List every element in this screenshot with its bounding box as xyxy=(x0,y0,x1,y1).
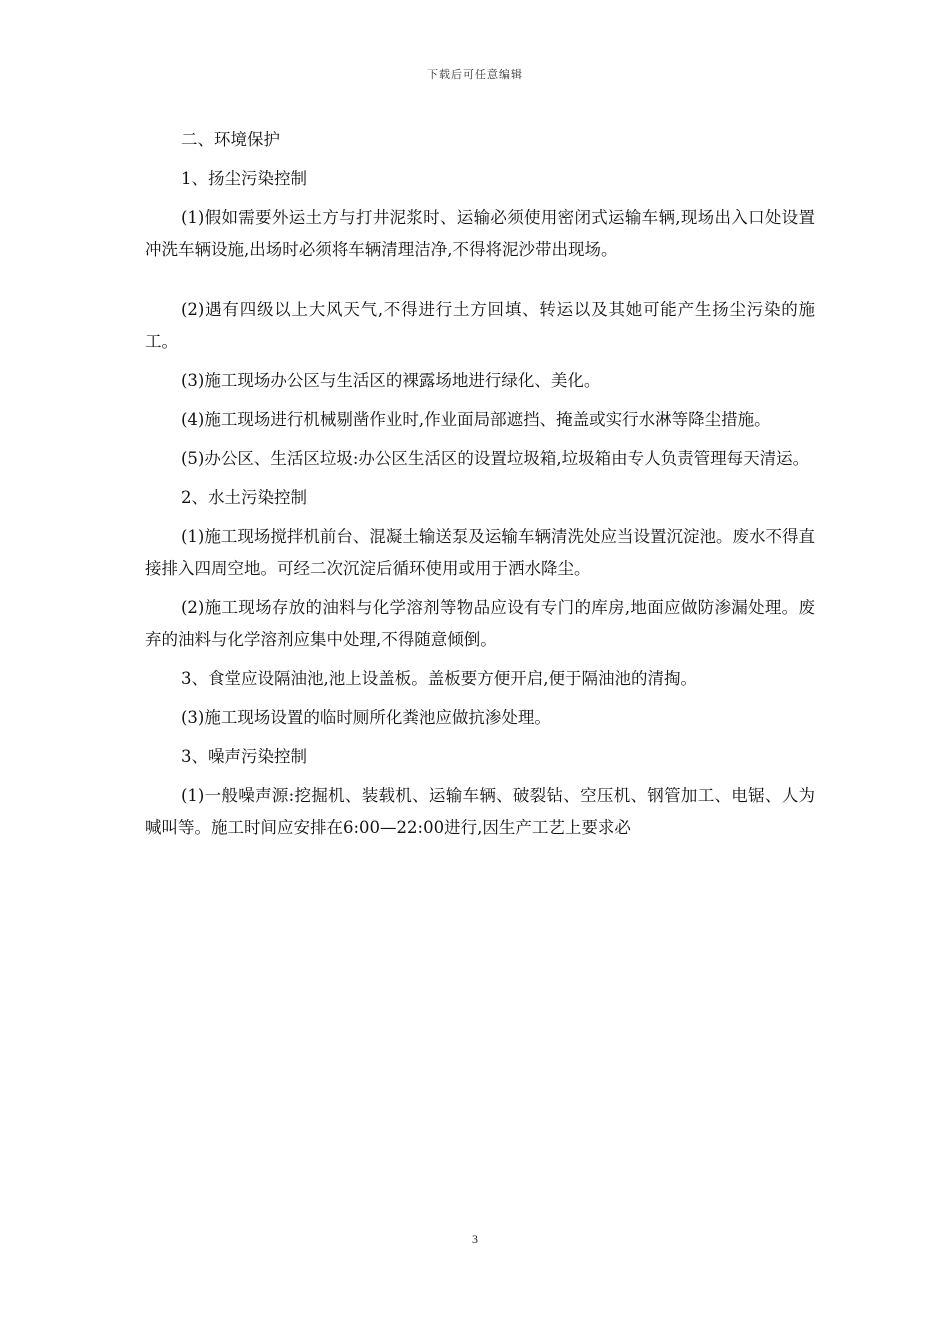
paragraph-noise-1: (1)一般噪声源:挖掘机、装载机、运输车辆、破裂钻、空压机、钢管加工、电锯、人为喊叫等。施工时间应安排在6:00—22:00进行,因生产工艺上要求必 xyxy=(145,786,815,837)
paragraph-water-2: (2)施工现场存放的油料与化学溶剂等物品应设有专门的库房,地面应做防渗漏处理。废弃的油料与化学溶剂应集中处理,不得随意倾倒。 xyxy=(145,598,815,649)
page-number: 3 xyxy=(472,1232,478,1246)
paragraph-dust-3: (3)施工现场办公区与生活区的裸露场地进行绿化、美化。 xyxy=(181,371,601,390)
paragraph-water-1: (1)施工现场搅拌机前台、混凝土输送泵及运输车辆清洗处应当设置沉淀池。废水不得直接排入四周空地。可经二次沉淀后循环使用或用于洒水降尘。 xyxy=(145,527,815,578)
subsection-heading-noise: 3、噪声污染控制 xyxy=(181,747,307,766)
paragraph-dust-1: (1)假如需要外运土方与打井泥浆时、运输必须使用密闭式运输车辆,现场出入口处设置冲洗车辆设施,出场时必须将车辆清理洁净,不得将泥沙带出现场。 xyxy=(145,208,815,259)
page-header: 下载后可任意编辑 xyxy=(427,68,523,81)
paragraph-water-3: (3)施工现场设置的临时厕所化粪池应做抗渗处理。 xyxy=(181,708,551,727)
paragraph-dust-4: (4)施工现场进行机械剔凿作业时,作业面局部遮挡、掩盖或实行水淋等降尘措施。 xyxy=(181,410,771,429)
paragraph-dust-5: (5)办公区、生活区垃圾:办公区生活区的设置垃圾箱,垃圾箱由专人负责管理每天清运。 xyxy=(181,449,810,468)
paragraph-canteen: 3、食堂应设隔油池,池上设盖板。盖板要方便开启,便于隔油池的清掏。 xyxy=(181,669,697,688)
section-heading-environment: 二、环境保护 xyxy=(181,130,280,149)
paragraph-dust-2: (2)遇有四级以上大风天气,不得进行土方回填、转运以及其她可能产生扬尘污染的施工。 xyxy=(145,300,815,351)
document-body xyxy=(145,124,815,844)
subsection-heading-dust: 1、扬尘污染控制 xyxy=(181,169,307,188)
subsection-heading-water-soil: 2、水土污染控制 xyxy=(181,488,307,507)
